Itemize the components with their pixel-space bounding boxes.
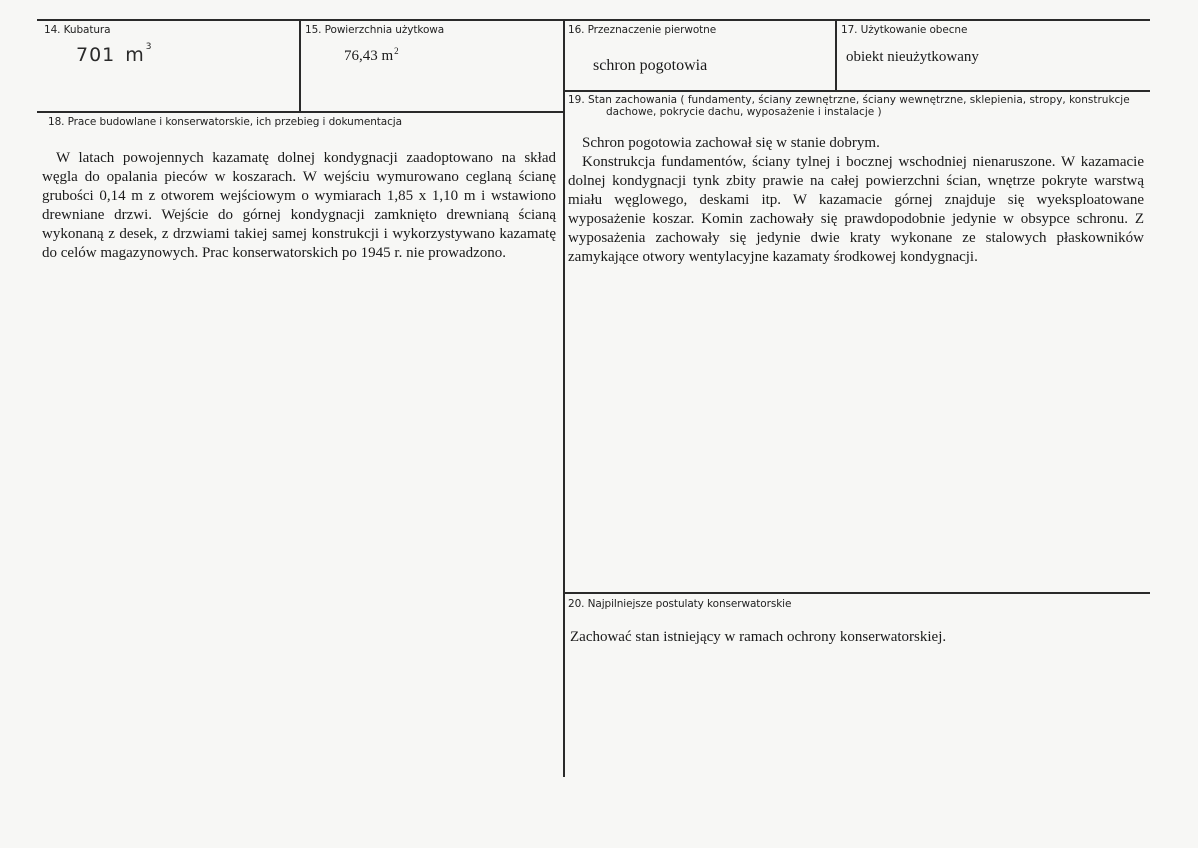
prace-text xyxy=(42,149,556,263)
rule-above-20 xyxy=(563,592,1150,594)
prace-paragraph: W latach powojennych kazamatę dolnej kondygnacji zaadoptowano na skład węgla do opalania pieców w koszarach. W wejściu wymurowano ceglaną ścianę grubości 0,14 m z otworem wejściowym o wymiarach 1,85 x 1,10 m i wstawiono drewniane drzwi. Wejście do górnej kondygnacji zamknięto drewnianą ścianą wykonaną z desek, z drzwiami takiej samej konstrukcji i wykorzystywano kazamatę do celów magazynowych. Prac konserwatorskich po 1945 r. nie prowadzono. xyxy=(42,150,556,261)
postulaty-label: 20. Najpilniejsze postulaty konserwatorskie xyxy=(568,598,792,610)
rule-above-18 xyxy=(37,111,563,113)
przeznaczenie-label: 16. Przeznaczenie pierwotne xyxy=(568,24,717,36)
stan-zachowania-text xyxy=(568,134,1144,267)
przeznaczenie-value: schron pogotowia xyxy=(593,57,708,74)
top-rule xyxy=(37,19,1150,21)
rule-below-16-17 xyxy=(563,90,1150,92)
divider-16-17 xyxy=(835,19,837,91)
stan-label-line2: dachowe, pokrycie dachu, wyposażenie i instalacje ) xyxy=(606,106,882,118)
powierzchnia-unit-exp: 2 xyxy=(394,46,399,56)
kubatura-unit-exp: 3 xyxy=(145,42,153,52)
powierzchnia-number: 76,43 m xyxy=(344,48,394,64)
uzytkowanie-label: 17. Użytkowanie obecne xyxy=(841,24,968,36)
stan-paragraph-2: Konstrukcja fundamentów, ściany tylnej i bocznej wschodniej nienaruszone. W kazamacie dolnej kondygnacji tynk zbity prawie na całej powierzchni ścian, wnętrze pokryte warstwą miału węglowego, deskami itp. W kazamacie górnej znajduje się wyeksploatowane wyposażenie koszar. Komin zachowały się prawdopodobnie jedynie w obsypce schronu. Z wyposażenia zachowały się jedynie dwie kraty wykonane ze stalowych płaskowników zamykające otwory wentylacyjne kazamaty środkowej kondygnacji. xyxy=(568,154,1144,265)
powierzchnia-value xyxy=(344,48,399,65)
main-column-divider xyxy=(563,19,565,777)
kubatura-unit: m xyxy=(125,44,145,66)
stan-label-line1: 19. Stan zachowania ( fundamenty, ściany zewnętrzne, ściany wewnętrzne, sklepienia, stropy, konstrukcje xyxy=(568,94,1130,106)
prace-label: 18. Prace budowlane i konserwatorskie, ich przebieg i dokumentacja xyxy=(48,116,402,128)
powierzchnia-label: 15. Powierzchnia użytkowa xyxy=(305,24,445,36)
stan-zachowania-label xyxy=(568,94,1138,118)
stan-paragraph-1: Schron pogotowia zachował się w stanie dobrym. xyxy=(582,135,880,151)
kubatura-label: 14. Kubatura xyxy=(44,24,111,36)
postulaty-text: Zachować stan istniejący w ramach ochrony konserwatorskiej. xyxy=(570,629,947,645)
kubatura-number: 701 xyxy=(76,44,116,66)
divider-14-15 xyxy=(299,19,301,112)
uzytkowanie-value: obiekt nieużytkowany xyxy=(846,49,979,65)
kubatura-value xyxy=(76,44,153,66)
